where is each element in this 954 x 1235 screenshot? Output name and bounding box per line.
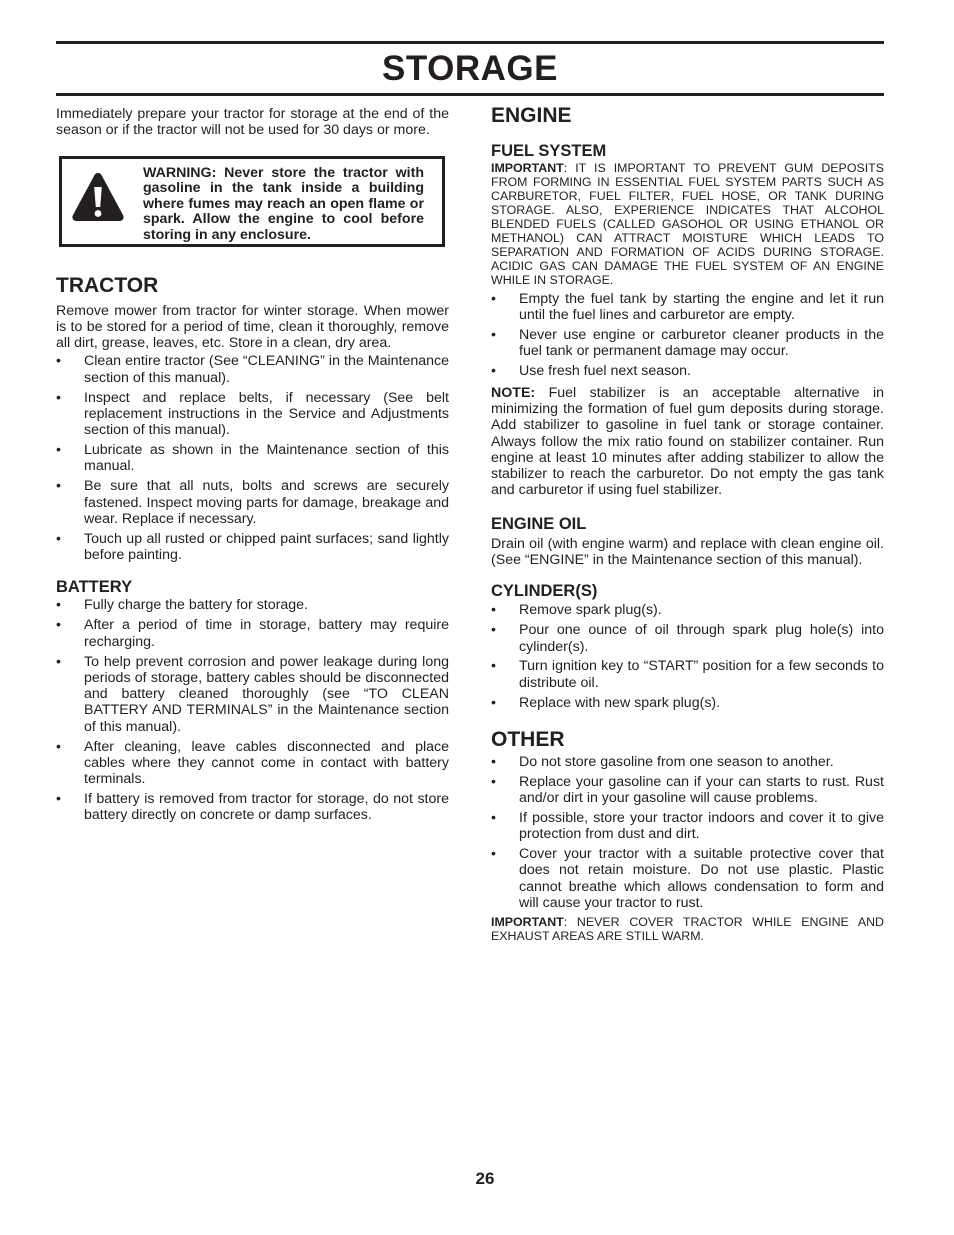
list-item: • If possible, store your tractor indoors and cover it to give protection from dust and dirt. (491, 810, 884, 843)
fuel-important-note (491, 161, 884, 287)
list-item: • Fully charge the battery for storage. (56, 597, 449, 613)
tractor-heading: TRACTOR (56, 273, 159, 297)
top-rule (56, 41, 884, 44)
list-item: • Cover your tractor with a suitable protective cover that does not retain moisture. Do not use plastic. Plastic cannot breathe which allows condensation to form and will cause your tractor to rust. (491, 846, 884, 911)
list-item: • Lubricate as shown in the Maintenance section of this manual. (56, 442, 449, 475)
list-item: • Be sure that all nuts, bolts and screws are securely fastened. Inspect moving parts for damage, breakage and wear. Replace if necessary. (56, 478, 449, 527)
warning-text: WARNING: Never store the tractor with gasoline in the tank inside a building where fumes may reach an open flame or spark. Allow the engine to cool before storing in any enclosure. (143, 164, 424, 243)
list-item: • Replace your gasoline can if your can starts to rust. Rust and/or dirt in your gasoline will cause problems. (491, 774, 884, 807)
right-column (491, 104, 884, 943)
fuel-list (491, 291, 884, 380)
list-item: • After cleaning, leave cables disconnected and place cables where they cannot come in contact with battery terminals. (56, 739, 449, 788)
battery-list (56, 597, 449, 823)
list-item: • To help prevent corrosion and power leakage during long periods of storage, battery cables should be disconnected and battery cleaned thoroughly (see “TO CLEAN BATTERY AND TERMINALS” in the Maintenance section of this manual). (56, 654, 449, 735)
tractor-text: Remove mower from tractor for winter storage. When mower is to be stored for a period of time, clean it thoroughly, remove all dirt, grease, leaves, etc. Store in a clean, dry area. (56, 302, 449, 352)
cover-important-note (491, 915, 884, 943)
warning-box (59, 156, 445, 247)
cylinder-list (491, 602, 884, 711)
tractor-list (56, 353, 449, 563)
page-title: STORAGE (382, 49, 558, 88)
title-underline (56, 93, 884, 96)
important-text: : NEVER COVER TRACTOR WHILE ENGINE AND EXHAUST AREAS ARE STILL WARM. (491, 915, 884, 944)
important-label: IMPORTANT (491, 161, 564, 175)
other-heading: OTHER (491, 727, 565, 751)
fuel-stabilizer-note (491, 385, 884, 499)
note-label: NOTE: (491, 384, 536, 401)
warning-icon (71, 171, 125, 223)
note-text: Fuel stabilizer is an acceptable alternative in minimizing the formation of fuel gum deposits during storage. Add stabilizer to gasoline in fuel tank or storage container. Always follow the mix ratio found on stabilizer container. Run engine at least 10 minutes after adding stabilizer to allow the stabilizer to reach the carburetor. Do not empty the gas tank and carburetor if using fuel stabilizer. (491, 384, 884, 499)
list-item: • Never use engine or carburetor cleaner products in the fuel tank or permanent damage may occur. (491, 327, 884, 360)
battery-heading: BATTERY (56, 578, 133, 597)
list-item: • Use fresh fuel next season. (491, 363, 884, 379)
list-item: • Do not store gasoline from one season to another. (491, 754, 884, 770)
intro-text: Immediately prepare your tractor for storage at the end of the season or if the tractor will not be used for 30 days or more. (56, 106, 449, 139)
list-item: • Remove spark plug(s). (491, 602, 884, 618)
page-number: 26 (475, 1169, 495, 1188)
fuel-system-heading: FUEL SYSTEM (491, 142, 607, 160)
important-label: IMPORTANT (491, 915, 564, 930)
engine-oil-heading: ENGINE OIL (491, 514, 587, 533)
engine-oil-text: Drain oil (with engine warm) and replace with clean engine oil. (See “ENGINE” in the Maintenance section of this manual). (491, 535, 884, 569)
list-item: • Replace with new spark plug(s). (491, 695, 884, 711)
list-item: • Clean entire tractor (See “CLEANING” in the Maintenance section of this manual). (56, 353, 449, 386)
list-item: • Pour one ounce of oil through spark plug hole(s) into cylinder(s). (491, 622, 884, 655)
list-item: • Empty the fuel tank by starting the engine and let it run until the fuel lines and carburetor are empty. (491, 291, 884, 324)
other-list (491, 754, 884, 911)
engine-heading: ENGINE (491, 104, 572, 127)
list-item: • If battery is removed from tractor for storage, do not store battery directly on concrete or damp surfaces. (56, 791, 449, 824)
list-item: • After a period of time in storage, battery may require recharging. (56, 617, 449, 650)
cylinder-heading: CYLINDER(S) (491, 582, 598, 601)
list-item: • Turn ignition key to “START” position for a few seconds to distribute oil. (491, 658, 884, 691)
left-column (56, 106, 449, 827)
list-item: • Inspect and replace belts, if necessary (See belt replacement instructions in the Service and Adjustments section of this manual). (56, 390, 449, 439)
list-item: • Touch up all rusted or chipped paint surfaces; sand lightly before painting. (56, 531, 449, 564)
important-text: : IT IS IMPORTANT TO PREVENT GUM DEPOSITS FROM FORMING IN ESSENTIAL FUEL SYSTEM PARTS SUCH AS CARBURETOR, FUEL FILTER, FUEL HOSE, OR TANK DURING STORAGE. ALSO, EXPERIENCE INDICATES THAT ALCOHOL BLENDED FUELS (CALLED GASOHOL OR USING ETHANOL OR METHANOL) CAN ATTRACT MOISTURE WHICH LEADS TO SEPARATION AND FORMATION OF ACIDS DURING STORAGE. ACIDIC GAS CAN DAMAGE THE FUEL SYSTEM OF AN ENGINE WHILE IN STORAGE. (491, 161, 884, 287)
